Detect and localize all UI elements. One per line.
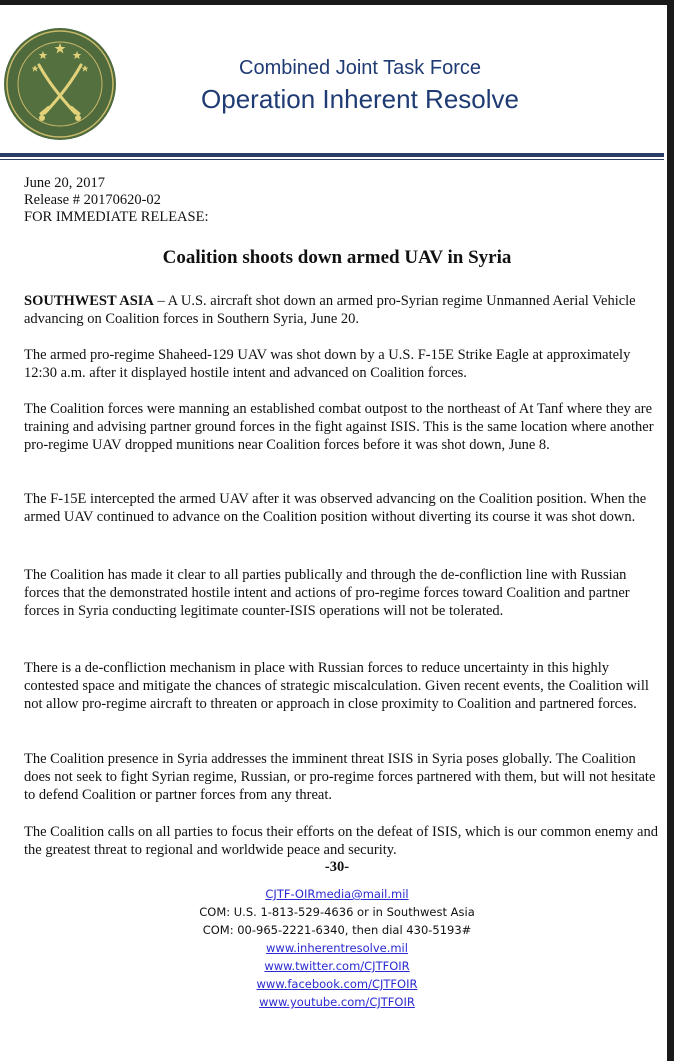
paragraph-6: There is a de-confliction mechanism in place with Russian forces to reduce uncertainty in this highly contested space and mitigate the chances of strategic miscalculation. Given recent events, the Coalition will not allow pro-regime aircraft to threaten or approach in close proximity to Coalition and partnered forces. bbox=[24, 660, 649, 712]
release-number: Release # 20170620-02 bbox=[24, 192, 161, 208]
paragraph-1-text: – A U.S. aircraft shot down an armed pro-Syrian regime Unmanned Aerial Vehicle advancing on Coalition forces in Southern Syria, June 20. bbox=[24, 293, 636, 327]
paragraph-2: The armed pro-regime Shaheed-129 UAV was shot down by a U.S. F-15E Strike Eagle at approximately 12:30 a.m. after it displayed hostile intent and advanced on Coalition forces. bbox=[24, 347, 631, 381]
media-email-link[interactable]: CJTF-OIRmedia@mail.mil bbox=[265, 887, 409, 901]
phone-swa: COM: 00-965-2221-6340, then dial 430-5193# bbox=[202, 923, 472, 937]
paragraph-1 bbox=[24, 292, 658, 328]
paragraph-4: The F-15E intercepted the armed UAV after it was observed advancing on the Coalition position. When the armed UAV continued to advance on the Coalition position without diverting its course it was shot down. bbox=[24, 491, 647, 525]
header-operation-name: Operation Inherent Resolve bbox=[201, 84, 519, 114]
facebook-link[interactable]: www.facebook.com/CJTFOIR bbox=[256, 977, 418, 991]
phone-us: COM: U.S. 1-813-529-4636 or in Southwest Asia bbox=[199, 905, 475, 919]
cjtf-seal-logo bbox=[3, 27, 117, 141]
end-mark: -30- bbox=[324, 859, 350, 875]
release-date: June 20, 2017 bbox=[24, 175, 105, 191]
paragraph-8: The Coalition calls on all parties to focus their efforts on the defeat of ISIS, which is our common enemy and the greatest threat to regional and worldwide peace and security. bbox=[24, 824, 658, 858]
immediate-release-label: FOR IMMEDIATE RELEASE: bbox=[24, 209, 209, 225]
dateline: SOUTHWEST ASIA bbox=[24, 293, 154, 309]
paragraph-7: The Coalition presence in Syria addresses the imminent threat ISIS in Syria poses globally. The Coalition does not seek to fight Syrian regime, Russian, or pro-regime forces partnered with them, but will not hesitate to defend Coalition or partner forces from any threat. bbox=[24, 751, 656, 803]
header-rule-thick bbox=[0, 153, 664, 157]
twitter-link[interactable]: www.twitter.com/CJTFOIR bbox=[264, 959, 410, 973]
header-rule-thin bbox=[0, 159, 664, 160]
contact-block bbox=[0, 885, 674, 1011]
header-org-name: Combined Joint Task Force bbox=[239, 57, 481, 79]
top-border bbox=[0, 0, 674, 5]
youtube-link[interactable]: www.youtube.com/CJTFOIR bbox=[259, 995, 415, 1009]
website-link[interactable]: www.inherentresolve.mil bbox=[266, 941, 408, 955]
release-title: Coalition shoots down armed UAV in Syria bbox=[162, 247, 512, 268]
paragraph-5: The Coalition has made it clear to all parties publically and through the de-confliction line with Russian forces that the demonstrated hostile intent and actions of pro-regime forces toward Coalition and partner forces in Syria conducting legitimate counter-ISIS operations will not be tolerated. bbox=[24, 567, 630, 619]
paragraph-3: The Coalition forces were manning an established combat outpost to the northeast of At Tanf where they are training and advising partner ground forces in the fight against ISIS. This is the same location where another pro-regime UAV dropped munitions near Coalition forces before it was shot down, June 8. bbox=[24, 401, 654, 453]
